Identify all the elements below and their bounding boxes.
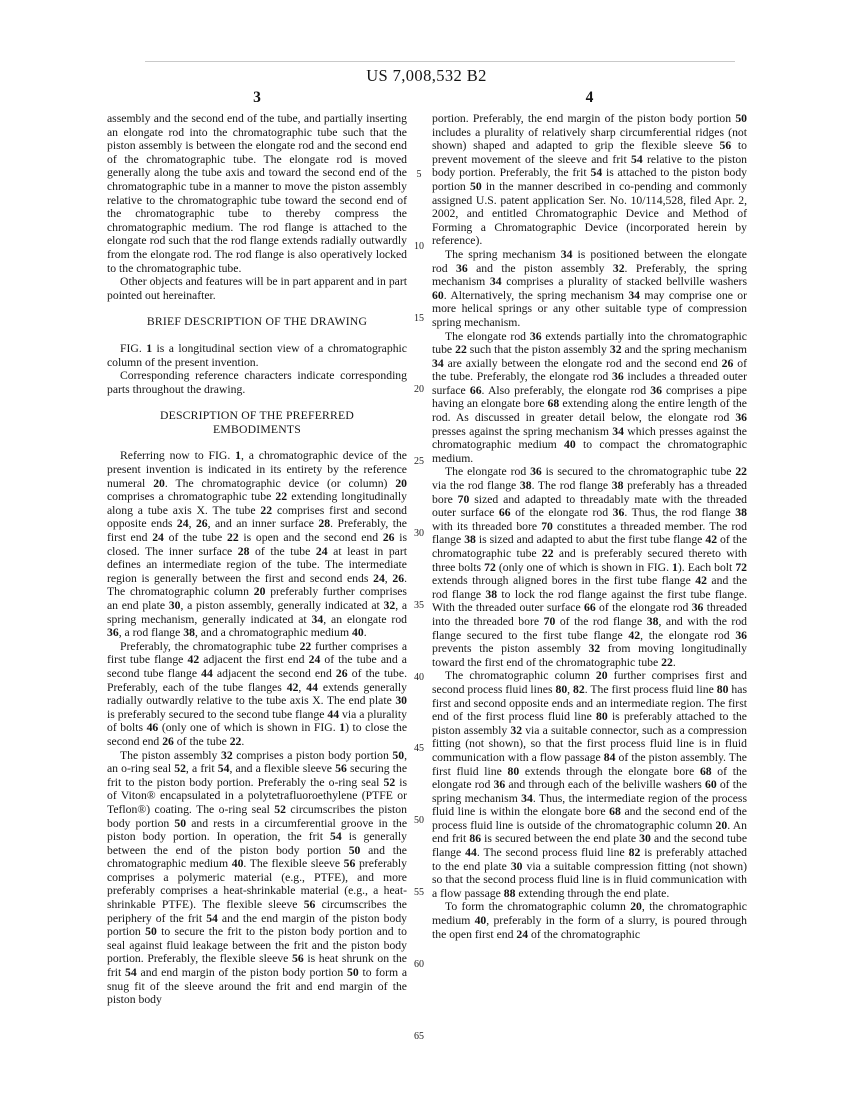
patent-number: US 7,008,532 B2 [366, 66, 487, 85]
paragraph: To form the chromatographic column 20, the chromatographic medium 40, preferably in the form of a slurry, is poured through the open first end 24 of the chromatographic [432, 900, 747, 941]
line-number: 10 [414, 240, 424, 252]
line-number: 45 [414, 743, 424, 755]
paragraph: assembly and the second end of the tube, and partially inserting an elongate rod into the chromatographic tube such that the piston assembly is between the elongate rod and the second end of the chromatographic tube. The elongate rod is moved generally along the tube axis and toward the second end of the chromatographic tube in a manner to move the piston assembly relative to the chromatographic tube toward the second end of the chromatographic tube to thereby compress the chromatographic medium. The rod flange is attached to the elongate rod such that the rod flange extends radially outwardly from the elongate rod. The rod flange is also operatively locked to the chromatographic tube. [107, 112, 407, 275]
line-number: 35 [414, 599, 424, 611]
left-text-column [107, 112, 407, 1007]
line-number: 20 [414, 384, 424, 396]
column-page-number-left: 3 [253, 89, 261, 106]
line-number: 50 [414, 815, 424, 827]
right-text-column [432, 112, 747, 941]
paragraph: The piston assembly 32 comprises a piston body portion 50, an o-ring seal 52, a frit 54, and a flexible sleeve 56 securing the frit to the piston body portion. Preferably the o-ring seal 52 is of Viton® encapsulated in a polytetrafluoroethylene (PTFE or Teflon®) coating. The o-ring seal 52 circumscribes the piston body portion 50 and rests in a circumferential groove in the piston body portion. In operation, the frit 54 is generally between the end of the piston body portion 50 and the chromatographic medium 40. The flexible sleeve 56 preferably comprises a polymeric material (e.g., PTFE), and more preferably comprises a heat-shrinkable material (e.g., a heat-shrinkable PTFE). The flexible sleeve 56 circumscribes the periphery of the frit 54 and the end margin of the piston body portion 50 to secure the frit to the piston body portion and to seal against fluid leakage between the frit and the piston body portion. Preferably, the flexible sleeve 56 is heat shrunk on the frit 54 and end margin of the piston body portion 50 to form a snug fit of the sleeve around the frit and end margin of the piston body [107, 748, 408, 1007]
section-heading: BRIEF DESCRIPTION OF THE DRAWING [146, 315, 368, 329]
paragraph: Corresponding reference characters indicate corresponding parts throughout the drawing. [107, 369, 407, 396]
paragraph: The elongate rod 36 is secured to the chromatographic tube 22 via the rod flange 38. The rod flange 38 preferably has a threaded bore 70 sized and adapted to threadably mate with the threaded outer surface 66 of the elongate rod 36. Thus, the rod flange 38 with its threaded bore 70 constitutes a threaded member. The rod flange 38 is sized and adapted to abut the first tube flange 42 of the chromatographic tube 22 and is preferably secured thereto with three bolts 72 (only one of which is shown in FIG. 1). Each bolt 72 extends through aligned bores in the first tube flange 42 and the rod flange 38 to lock the rod flange against the first tube flange. With the threaded outer surface 66 of the elongate rod 36 threaded into the threaded bore 70 of the rod flange 38, and with the rod flange secured to the first tube flange 42, the elongate rod 36 prevents the piston assembly 32 from moving longitudinally toward the first end of the chromatographic tube 22. [432, 465, 748, 669]
header-rule [145, 61, 735, 62]
paragraph: The chromatographic column 20 further comprises first and second process fluid lines 80, 82. The first process fluid line 80 has first and second opposite ends and an intermediate region. The first end of the first process fluid line 80 is preferably attached to the piston assembly 32 via a suitable connector, such as a compression fitting (not shown), so that the first process fluid line is in fluid communication with a flow passage 84 of the piston assembly. The first fluid line 80 extends through the elongate bore 68 of the elongate rod 36 and through each of the beliville washers 60 of the spring mechanism 34. Thus, the intermediate region of the process fluid line is within the elongate bore 68 and the second end of the process fluid line is outside of the chromatographic column 20. An end frit 86 is secured between the end plate 30 and the second tube flange 44. The second process fluid line 82 is preferably attached to the end plate 30 via a suitable compression fitting (not shown) so that the second process fluid line is in fluid communication with a flow passage 88 extending through the end plate. [432, 669, 748, 900]
paragraph: The elongate rod 36 extends partially into the chromatographic tube 22 such that the piston assembly 32 and the spring mechanism 34 are axially between the elongate rod and the second end 26 of the tube. Preferably, the elongate rod 36 includes a threaded outer surface 66. Also preferably, the elongate rod 36 comprises a pipe having an elongate bore 68 extending along the entire length of the rod. As discussed in greater detail below, the elongate rod 36 presses against the spring mechanism 34 which presses against the chromatographic medium 40 to compact the chromatographic medium. [432, 329, 747, 465]
column-page-number-right: 4 [585, 89, 594, 106]
line-number: 60 [414, 958, 424, 970]
line-number: 65 [414, 1030, 424, 1042]
line-number: 15 [414, 312, 424, 324]
line-number: 40 [414, 671, 424, 683]
line-number-gutter [406, 0, 432, 1100]
paragraph: FIG. 1 is a longitudinal section view of a chromatographic column of the present invention. [107, 341, 407, 369]
paragraph: The spring mechanism 34 is positioned between the elongate rod 36 and the piston assembly 32. Preferably, the spring mechanism 34 comprises a plurality of stacked bellville washers 60. Alternatively, the spring mechanism 34 may comprise one or more helical springs or any other suitable type of compression spring mechanism. [432, 247, 748, 329]
line-number: 55 [414, 887, 424, 898]
paragraph: Other objects and features will be in part apparent and in part pointed out hereinafter. [107, 275, 407, 302]
section-heading: DESCRIPTION OF THE PREFERRED EMBODIMENTS [159, 409, 355, 436]
line-number: 5 [416, 169, 422, 180]
line-number: 25 [414, 456, 424, 468]
paragraph: portion. Preferably, the end margin of the piston body portion 50 includes a plurality of relatively sharp circumferential ridges (not shown) shaped and adapted to grip the flexible sleeve 56 to prevent movement of the sleeve and frit 54 relative to the piston body portion. Preferably, the frit 54 is attached to the piston body portion 50 in the manner described in co-pending and commonly assigned U.S. patent application Ser. No. 10/114,528, filed Apr. 2, 2002, and entitled Chromatographic Device and Method of Forming a Chromatographic Device (incorporated herein by reference). [432, 112, 748, 248]
paragraph: Preferably, the chromatographic tube 22 further comprises a first tube flange 42 adjacent the first end 24 of the tube and a second tube flange 44 adjacent the second end 26 of the tube. Preferably, each of the tube flanges 42, 44 extends generally radially outwardly relative to the tube axis X. The end plate 30 is preferably secured to the second tube flange 44 via a plurality of bolts 46 (only one of which is shown in FIG. 1) to close the second end 26 of the tube 22. [107, 639, 408, 748]
line-number: 30 [414, 528, 424, 539]
paragraph: Referring now to FIG. 1, a chromatographic device of the present invention is indicated in its entirety by the reference numeral 20. The chromatographic device (or column) 20 comprises a chromatographic tube 22 extending longitudinally along a tube axis X. The tube 22 comprises first and second opposite ends 24, 26, and an inner surface 28. Preferably, the first end 24 of the tube 22 is open and the second end 26 is closed. The inner surface 28 of the tube 24 at least in part defines an intermediate region of the tube. The intermediate region is generally between the first and second ends 24, 26. The chromatographic column 20 preferably further comprises an end plate 30, a piston assembly, generally indicated at 32, a spring mechanism, generally indicated at 34, an elongate rod 36, a rod flange 38, and a chromatographic medium 40. [107, 449, 408, 640]
